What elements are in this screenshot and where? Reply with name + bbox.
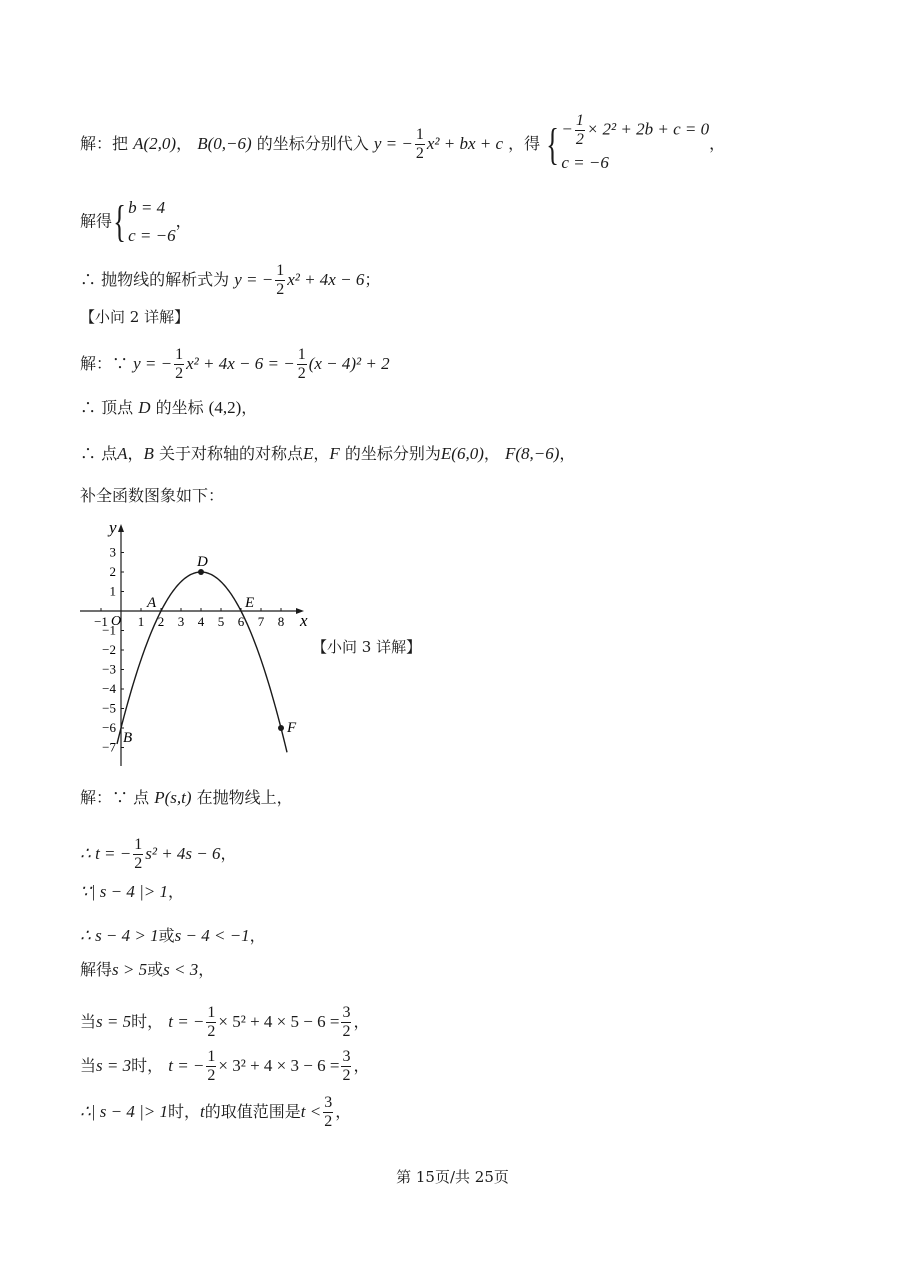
solution-line-s-range [80, 960, 214, 980]
text: 的坐标分别为 [344, 444, 441, 463]
y-tick-label: 2 [109, 564, 116, 579]
numerator: 1 [175, 346, 184, 363]
inequality: t < [300, 1102, 322, 1121]
denominator: 2 [175, 365, 184, 382]
x-tick-label: 2 [157, 614, 165, 629]
equation-part: t = − [168, 1056, 205, 1075]
page-footer: 第 15页/共 25页 [396, 1168, 509, 1186]
denominator: 2 [342, 1023, 351, 1040]
text: 时， [167, 1102, 200, 1121]
text: ， [198, 960, 215, 979]
numerator: 3 [342, 1004, 351, 1021]
text: ，得 [508, 134, 541, 153]
parabola-path [117, 572, 287, 752]
numerator: 1 [575, 112, 584, 129]
x-tick-label: 4 [197, 614, 205, 629]
equation-part: y = − [133, 354, 173, 373]
y-axis-label: y [109, 518, 117, 537]
equation-part: ∴ t = − [80, 844, 132, 863]
equation-part: × 5² + 4 × 5 − 6 = [218, 1012, 340, 1031]
equation-part: × 2² + 2b + c = 0 [586, 119, 710, 139]
equation-part: y = − [234, 270, 274, 289]
text: 或 [147, 960, 164, 979]
origin-label: O [111, 614, 122, 629]
system-row-2: c = −6 [128, 226, 176, 245]
text: ， [175, 211, 192, 231]
x-tick-label: 5 [217, 614, 225, 629]
y-tick-label: −1 [102, 622, 116, 638]
text: 时， [131, 1056, 164, 1075]
point-d: D [138, 398, 151, 417]
system-row-1: − $\frac{1}{2}$ × 2² + 2b + c = 0 [561, 112, 710, 148]
text: 的坐标 [155, 398, 204, 417]
system-brace: { [113, 197, 126, 246]
text: ∴ 点 [80, 444, 118, 463]
fraction-half [133, 836, 143, 873]
point-e-coords: E(6,0) [440, 444, 484, 463]
solution-line-cases [80, 926, 266, 946]
x-tick-label: 6 [237, 614, 245, 629]
y-tick-label: −2 [102, 642, 116, 657]
text: ， [176, 134, 193, 153]
text: 解得 [80, 960, 113, 979]
section-heading-part2: 【小问 2 详解】 [80, 308, 190, 326]
condition-inequality: ∵| s − 4 |> 1 [80, 882, 168, 901]
solution-line-s3 [80, 1048, 369, 1085]
fraction-three-halves [341, 1048, 351, 1085]
equation-part: x² + 4x − 6 = − [186, 354, 295, 373]
y-tick-label: −4 [102, 681, 116, 696]
inequality: ∴ s − 4 > 1 [80, 926, 159, 945]
point-b-label: B [123, 730, 133, 746]
y-tick-label: 1 [109, 583, 116, 599]
denominator: 2 [207, 1023, 216, 1040]
inequality: s − 4 < −1 [174, 926, 250, 945]
denominator: 2 [342, 1067, 351, 1084]
x-tick-label: 3 [177, 614, 185, 629]
numerator: 1 [134, 836, 143, 853]
x-tick-label: −1 [94, 614, 108, 629]
y-axis-arrow [118, 524, 124, 532]
equation-part: × 3² + 4 × 3 − 6 = [218, 1056, 340, 1075]
vertex-coords: (4,2) [208, 398, 242, 417]
numerator: 3 [342, 1048, 351, 1065]
denominator: 2 [207, 1067, 216, 1084]
solution-line-s5 [80, 1004, 369, 1041]
denominator: 2 [415, 145, 424, 162]
solution-line-symmetric [80, 444, 575, 464]
text: ， [483, 444, 500, 463]
fraction-half [206, 1004, 216, 1041]
y-tick-label: −3 [102, 661, 116, 677]
numerator: 1 [207, 1048, 216, 1065]
denominator: 2 [276, 281, 285, 298]
fraction-half [275, 262, 285, 299]
equation-system [561, 112, 709, 177]
text: 解：∵ 点 [80, 788, 150, 807]
text: ∴ 抛物线的解析式为 [80, 270, 230, 289]
parabola-curve [117, 572, 287, 752]
text: 解：把 [80, 134, 129, 153]
text: 的取值范围是 [204, 1102, 301, 1121]
text: ， [353, 1012, 370, 1031]
solution-line-vertex [80, 398, 257, 418]
equation-part: x² + bx + c [426, 134, 504, 153]
point-a: A [117, 444, 128, 463]
text: ， [559, 444, 576, 463]
equation-part: s² + 4s − 6 [145, 844, 221, 863]
point-f-label: F [287, 720, 297, 736]
fraction-half [206, 1048, 216, 1085]
equation-part: s = 3 [96, 1056, 132, 1075]
point-a-label: A [147, 595, 157, 611]
text: ， [335, 1102, 352, 1121]
denominator: 2 [324, 1113, 333, 1130]
fraction-half [415, 126, 425, 163]
text: ， [167, 882, 184, 901]
equation-system [128, 194, 176, 250]
text: ， [127, 444, 144, 463]
solution-line-solve [80, 194, 192, 250]
equation-part: x² + 4x − 6 [287, 270, 365, 289]
text: 时， [131, 1012, 164, 1031]
variable-t: t [200, 1102, 205, 1121]
point-p: P(s,t) [154, 788, 192, 807]
inequality: s < 3 [163, 960, 199, 979]
system-brace: { [546, 119, 560, 169]
denominator: 2 [134, 855, 143, 872]
y-tick-label: −6 [102, 720, 116, 735]
equation-part: s = 5 [96, 1012, 132, 1031]
x-tick-label: 7 [257, 614, 265, 629]
text: 解：∵ [80, 354, 129, 373]
text: ， [353, 1056, 370, 1075]
system-row-1: b = 4 [128, 198, 166, 217]
text: 当 [80, 1012, 97, 1031]
text: ， [709, 134, 726, 153]
point-f: F [329, 444, 340, 463]
text: ； [364, 270, 381, 289]
point-b: B(0,−6) [197, 134, 252, 153]
text: 的坐标分别代入 [256, 134, 369, 153]
inequality: s > 5 [112, 960, 148, 979]
text: 在抛物线上， [196, 788, 293, 807]
fraction-half [575, 112, 585, 149]
denominator: 2 [575, 131, 584, 148]
text: 当 [80, 1056, 97, 1075]
x-tick-label: 1 [137, 614, 145, 629]
section-heading-part3: 【小问 3 详解】 [312, 638, 422, 656]
equation-part: (x − 4)² + 2 [308, 354, 390, 373]
y-tick-label: −5 [102, 700, 116, 716]
fraction-three-halves [323, 1094, 333, 1131]
fraction-half [297, 346, 307, 383]
point-e: E [303, 444, 314, 463]
x-tick-label: 8 [277, 614, 285, 629]
equation-part: t = − [168, 1012, 205, 1031]
parabola-graph [78, 518, 318, 770]
equation-part: y = − [373, 134, 413, 153]
solution-line-conclusion [80, 1094, 351, 1131]
solution-line-parabola [80, 262, 380, 299]
text: ， [241, 398, 258, 417]
system-row-2: c = −6 [561, 153, 609, 172]
x-axis-label: x [300, 611, 308, 630]
point-f-marker [278, 725, 284, 731]
numerator: 1 [276, 262, 285, 279]
text: 关于对称轴的对称点 [158, 444, 303, 463]
solution-line-t-expression [80, 836, 237, 873]
graph-points [123, 554, 297, 746]
numerator: 1 [297, 346, 306, 363]
solution-line-substitute [80, 112, 725, 177]
y-tick-label: 3 [109, 544, 116, 560]
numerator: 1 [207, 1004, 216, 1021]
point-e-label: E [245, 595, 255, 611]
text: ， [220, 844, 237, 863]
point-f-coords: F(8,−6) [504, 444, 560, 463]
fraction-half [174, 346, 184, 383]
text: ， [249, 926, 266, 945]
denominator: 2 [297, 365, 306, 382]
text: ， [313, 444, 330, 463]
text: 解得 [80, 211, 113, 231]
point-a: A(2,0) [133, 134, 177, 153]
text: ∴ 顶点 [80, 398, 134, 417]
graph-caption: 补全函数图象如下： [80, 486, 225, 505]
numerator: 3 [324, 1094, 333, 1111]
fraction-three-halves [341, 1004, 351, 1041]
point-b: B [143, 444, 154, 463]
numerator: 1 [415, 126, 424, 143]
solution-line-point-p [80, 788, 293, 808]
solution-line-vertex-form [80, 346, 390, 383]
text: 或 [158, 926, 175, 945]
solution-line-condition [80, 882, 184, 902]
y-tick-label: −7 [102, 739, 116, 755]
condition-inequality: ∴| s − 4 |> 1 [80, 1102, 168, 1121]
point-d-label: D [197, 554, 208, 570]
